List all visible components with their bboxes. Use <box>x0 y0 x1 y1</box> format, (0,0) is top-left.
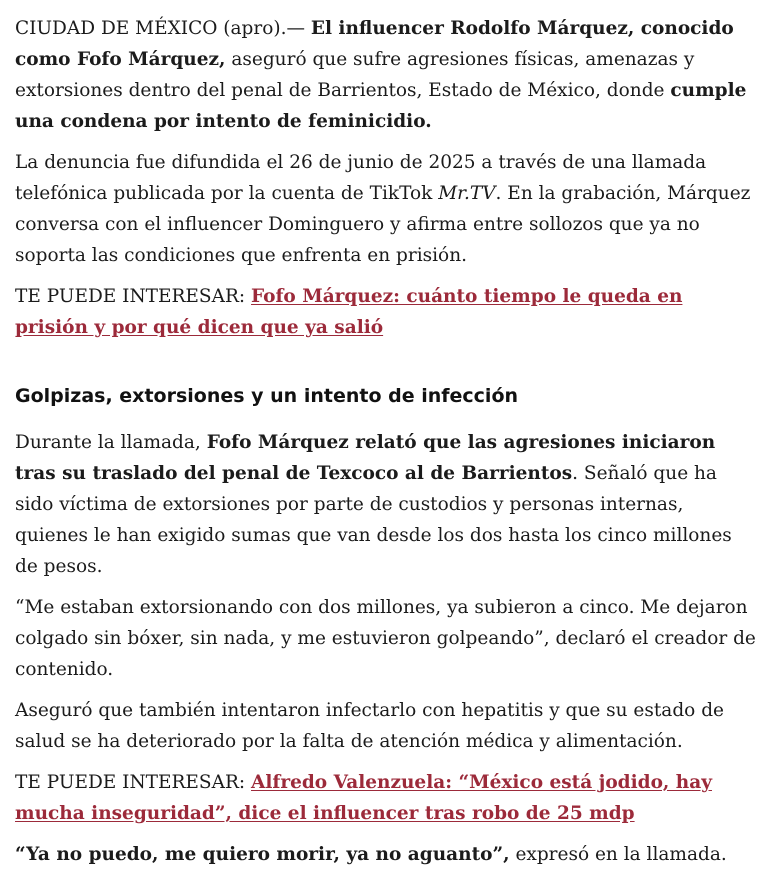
dateline: CIUDAD DE MÉXICO (apro).— <box>15 18 311 39</box>
paragraph-text: La denuncia fue difundida el 26 de junio de 2025 a través de una llamada telefónica publicada por la cuenta de TikTok <box>15 152 707 204</box>
article-body <box>15 13 760 880</box>
paragraph-llamada <box>15 427 760 582</box>
related-link-alfredo-valenzuela[interactable]: Alfredo Valenzuela: “México está jodido, hay mucha inseguridad”, dice el influencer tras robo de 25 mdp <box>15 772 712 824</box>
lead-bold-condena: cumple una condena por intento de feminicidio. <box>15 80 747 132</box>
related-prefix: TE PUEDE INTERESAR: <box>15 286 252 307</box>
paragraph-bold: Fofo Márquez relató que las agresiones iniciaron tras su traslado del penal de Texcoco al de Barrientos <box>15 432 716 484</box>
closing-text: expresó en la llamada. <box>509 844 727 865</box>
related-link-fofo-prision[interactable]: Fofo Márquez: cuánto tiempo le queda en prisión y por qué dicen que ya salió <box>15 286 683 338</box>
related-prefix: TE PUEDE INTERESAR: <box>15 772 252 793</box>
closing-quote-bold: “Ya no puedo, me quiero morir, ya no aguanto”, <box>15 844 510 865</box>
paragraph-hepatitis: Aseguró que también intentaron infectarlo con hepatitis y que su estado de salud se ha deteriorado por la falta de atención médica y alimentación. <box>15 700 724 752</box>
related-article-2 <box>15 767 760 829</box>
quote-paragraph: “Me estaban extorsionando con dos millones, ya subieron a cinco. Me dejaron colgado sin bóxer, sin nada, y me estuvieron golpeando”, declaró el creador de contenido. <box>15 597 756 680</box>
lead-paragraph <box>15 13 760 137</box>
tiktok-account-name: Mr.TV <box>438 183 496 204</box>
paragraph-text: Durante la llamada, <box>15 432 207 453</box>
paragraph-text: . En la grabación, Márquez conversa con el influencer Dominguero y afirma entre sollozos que ya no soporta las condiciones que enfrenta en prisión. <box>15 183 751 266</box>
closing-quote-paragraph <box>15 839 760 870</box>
paragraph-denuncia <box>15 147 760 271</box>
paragraph-text: . Señaló que ha sido víctima de extorsiones por parte de custodios y personas internas, quienes le han exigido sumas que van desde los dos hasta los cinco millones de pesos. <box>15 463 732 577</box>
lead-bold-subject: El influencer Rodolfo Márquez, conocido como Fofo Márquez, <box>15 18 734 70</box>
section-heading: Golpizas, extorsiones y un intento de infección <box>15 385 519 407</box>
lead-text: aseguró que sufre agresiones físicas, amenazas y extorsiones dentro del penal de Barrientos, Estado de México, donde <box>15 49 695 101</box>
related-article-1 <box>15 281 760 343</box>
